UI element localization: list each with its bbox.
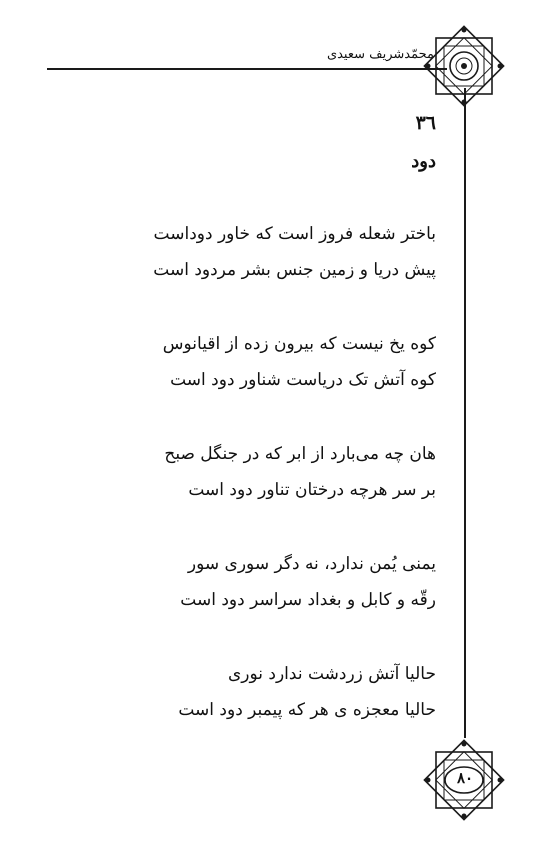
- poem-number: ٣٦: [415, 112, 436, 134]
- verse-line: حالیا معجزه ی هر که پیمبر دود است: [178, 700, 436, 720]
- verse-line: هان چه می‌بارد از ابر که در جنگل صبح: [164, 444, 436, 464]
- margin-rule: [464, 88, 466, 738]
- star-rosette-ornament-icon: [422, 24, 506, 108]
- running-header-author: محمّدشریف سعیدی: [326, 47, 434, 62]
- poem-stanzas: [106, 216, 436, 728]
- page-number: ٨٠: [456, 769, 474, 787]
- stanza: [106, 216, 436, 288]
- stanza: [106, 436, 436, 508]
- header-rule: [47, 68, 447, 70]
- poem-title: دود: [411, 151, 436, 172]
- verse-line: باختر شعله فروز است که خاور دوداست: [153, 224, 436, 244]
- verse-line: حالیا آتش زردشت ندارد نوری: [227, 664, 436, 684]
- verse-line: یمنی یُمن ندارد، نه دگر سوری سور: [187, 554, 436, 574]
- verse-line: کوه یخ نیست که بیرون زده از اقیانوس: [162, 334, 436, 354]
- verse-line: رقّه و کابل و بغداد سراسر دود است: [180, 590, 436, 610]
- stanza: [106, 326, 436, 398]
- verse-line: پیش دریا و زمین جنس بشر مردود است: [153, 260, 436, 280]
- stanza: [106, 546, 436, 618]
- verse-line: بر سر هرچه درختان تناور دود است: [188, 480, 436, 500]
- stanza: [106, 656, 436, 728]
- poem: [106, 108, 436, 766]
- verse-line: کوه آتش تک دریاست شناور دود است: [170, 370, 436, 390]
